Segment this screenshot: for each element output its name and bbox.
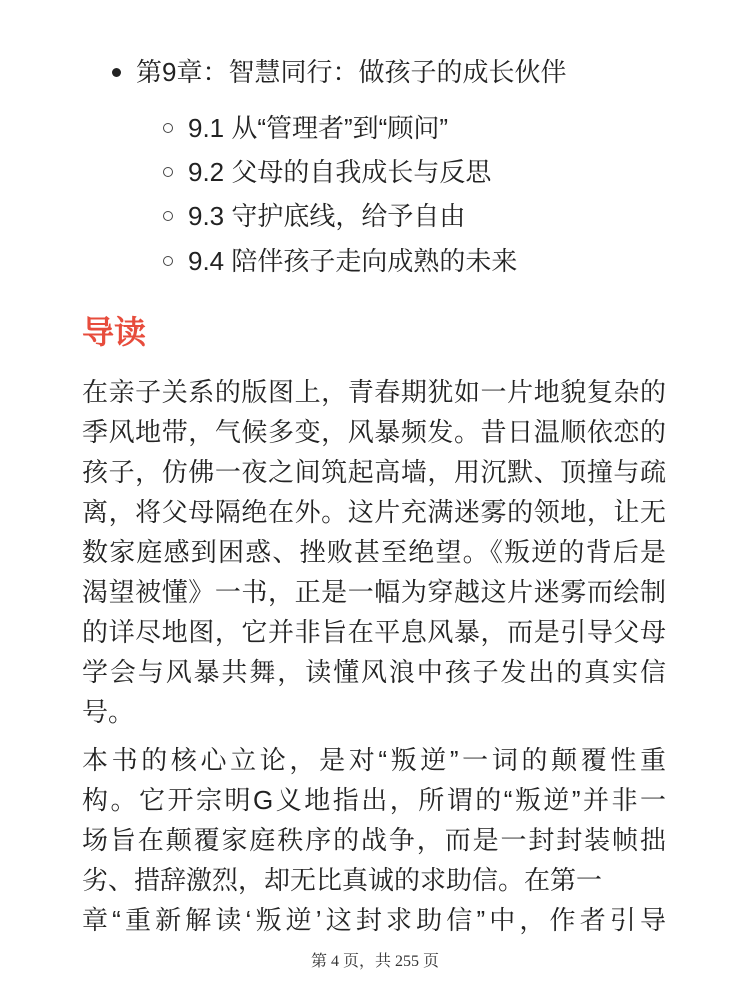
filled-circle-bullet-icon — [112, 68, 121, 77]
paragraph-line: 章“重新解读‘叛逆’这封求助信”中，作者引导 — [82, 905, 666, 935]
paragraph-line: 本书的核心立论，是对“叛逆”一词的颠覆性重 — [82, 745, 666, 775]
toc-section-item — [0, 194, 750, 238]
toc-section-item — [0, 239, 750, 283]
intro-paragraph — [82, 372, 666, 732]
hollow-circle-bullet-icon — [163, 123, 173, 133]
toc-section-label: 9.2 父母的自我成长与反思 — [188, 157, 492, 187]
page-footer: 第 4 页，共 255 页 — [310, 953, 439, 970]
toc-section-item — [0, 150, 750, 194]
paragraph-line: 的详尽地图，它并非旨在平息风暴，而是引导父母 — [82, 617, 666, 647]
paragraph-line: 号。 — [82, 697, 135, 727]
paragraph-line: 学会与风暴共舞，读懂风浪中孩子发出的真实信 — [82, 657, 666, 687]
hollow-circle-bullet-icon — [163, 167, 173, 177]
paragraph-line: 孩子，仿佛一夜之间筑起高墙，用沉默、顶撞与疏 — [82, 457, 666, 487]
toc-section-label: 9.4 陪伴孩子走向成熟的未来 — [188, 246, 518, 276]
toc-section-label: 9.3 守护底线，给予自由 — [188, 201, 466, 231]
toc-section-label: 9.1 从“管理者”到“顾问” — [188, 113, 449, 143]
intro-paragraph — [82, 740, 666, 940]
paragraph-line: 在亲子关系的版图上，青春期犹如一片地貌复杂的 — [82, 377, 666, 407]
paragraph-line: 场旨在颠覆家庭秩序的战争，而是一封封装帧拙 — [82, 825, 666, 855]
toc-chapter-item — [0, 50, 750, 94]
hollow-circle-bullet-icon — [163, 211, 173, 221]
paragraph-line: 数家庭感到困惑、挫败甚至绝望。《叛逆的背后是 — [82, 537, 666, 567]
paragraph-line: 构。它开宗明G义地指出，所谓的“叛逆”并非一 — [82, 785, 666, 815]
hollow-circle-bullet-icon — [163, 256, 173, 266]
paragraph-line: 离，将父母隔绝在外。这片充满迷雾的领地，让无 — [82, 497, 666, 527]
paragraph-line: 季风地带，气候多变，风暴频发。昔日温顺依恋的 — [82, 417, 666, 447]
toc-chapter-label: 第9章：智慧同行：做孩子的成长伙伴 — [136, 57, 567, 87]
paragraph-line: 渴望被懂》一书，正是一幅为穿越这片迷雾而绘制 — [82, 577, 666, 607]
toc-section-item — [0, 106, 750, 150]
section-heading: 导读 — [82, 314, 147, 350]
paragraph-line: 劣、措辞激烈，却无比真诚的求助信。在第一 — [82, 865, 603, 895]
